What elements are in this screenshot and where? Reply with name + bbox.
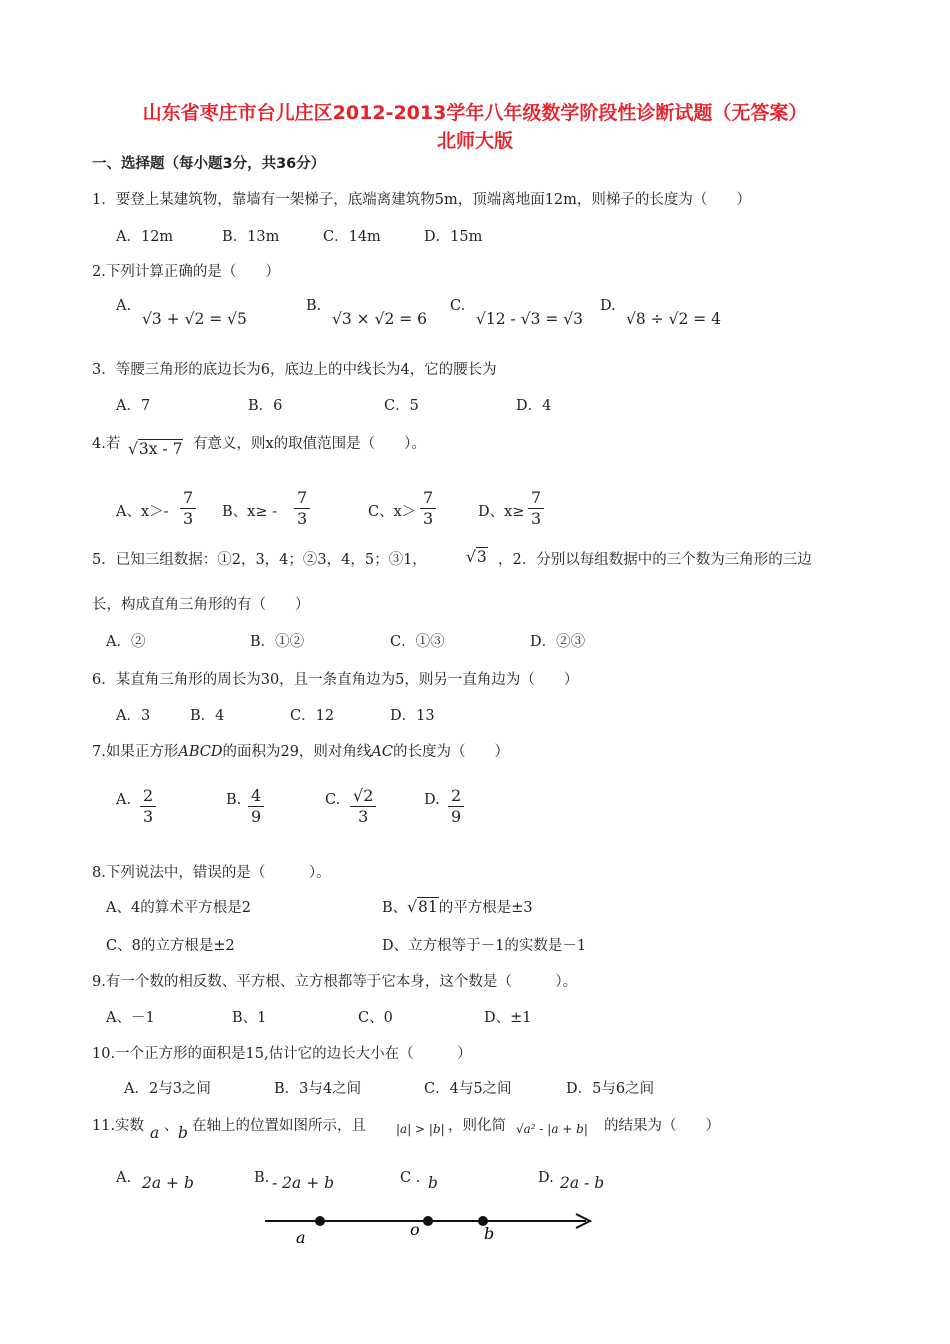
q3-option-b: B．6 (248, 398, 283, 414)
label-o: o (410, 1220, 420, 1239)
q4-option-a-fraction: $\frac{7}{3}$ (180, 488, 196, 529)
q11-option-b-label: B. (254, 1170, 270, 1186)
q2-option-c-label: C. (450, 298, 466, 314)
question-5-part2: ，2．分别以每组数据中的三个数为三角形的三边 (498, 552, 812, 568)
q6-option-a: A．3 (116, 708, 151, 724)
q2-option-d-label: D. (600, 298, 616, 314)
q2-option-c-math: √12 - √3 = √3 (476, 310, 584, 328)
q9-option-d: D、±1 (484, 1010, 532, 1026)
q11-separator: 、 (164, 1118, 179, 1134)
q1-option-c: C．14m (323, 229, 381, 245)
q1-option-d: D．15m (424, 229, 483, 245)
question-1: 1．要登上某建筑物，靠墙有一架梯子，底端离建筑物5m，顶端离地面12m，则梯子的长度为（ ） (92, 192, 751, 208)
q8-option-b: B、√81的平方根是±3 (382, 898, 533, 916)
q3-option-d: D．4 (516, 398, 552, 414)
q4-option-c-fraction: $\frac{7}{3}$ (420, 488, 436, 529)
q10-option-a: A．2与3之间 (124, 1081, 211, 1097)
q11-condition: |a| > |b| (396, 1122, 445, 1136)
q11-option-a-label: A. (116, 1170, 132, 1186)
q9-option-a: A、－1 (106, 1010, 155, 1026)
q6-option-d: D．13 (390, 708, 435, 724)
q5-option-b: B．①② (250, 634, 305, 650)
question-4-pre: 4.若 (92, 436, 121, 452)
question-6: 6．某直角三角形的周长为30，且一条直角边为5，则另一直角边为（ ） (92, 672, 579, 688)
question-4-post: 有意义，则x的取值范围是（ ）。 (193, 436, 426, 452)
question-8: 8.下列说法中，错误的是（ ）。 (92, 865, 331, 881)
q4-option-d: D、x≥ (478, 504, 525, 520)
q10-option-b: B．3与4之间 (274, 1081, 362, 1097)
q11-option-a-math: 2a + b (142, 1174, 194, 1192)
q6-option-c: C．12 (290, 708, 335, 724)
q2-option-a-label: A. (116, 298, 132, 314)
q8-option-c: C、8的立方根是±2 (106, 938, 235, 954)
q2-option-a-math: √3 + √2 = √5 (142, 310, 247, 328)
question-11-part1: 11.实数 (92, 1118, 145, 1134)
q4-option-c: C、x＞ (368, 504, 417, 520)
q11-option-d-label: D. (538, 1170, 554, 1186)
q4-option-a: A、x＞- (116, 504, 169, 520)
point-o (423, 1216, 433, 1226)
q7-option-b-fraction: $\frac{4}{9}$ (248, 786, 264, 827)
question-7: 7.如果正方形ABCD的面积为29，则对角线AC的长度为（ ） (92, 744, 509, 760)
q10-option-d: D．5与6之间 (566, 1081, 655, 1097)
q4-radical: √3x - 7 (128, 440, 183, 458)
q7-option-a-fraction: $\frac{2}{3}$ (140, 786, 156, 827)
q3-option-c: C．5 (384, 398, 419, 414)
q3-option-a: A．7 (116, 398, 151, 414)
q11-option-d-math: 2a - b (560, 1174, 605, 1192)
q2-option-b-math: √3 × √2 = 6 (332, 310, 428, 328)
q10-option-c: C．4与5之间 (424, 1081, 512, 1097)
q7-option-d-label: D. (424, 792, 440, 808)
point-a (315, 1216, 325, 1226)
page-subtitle: 北师大版 (436, 130, 513, 152)
q11-option-b-math: - 2a + b (272, 1174, 335, 1192)
q4-option-d-fraction: $\frac{7}{3}$ (528, 488, 544, 529)
number-line-figure (250, 1205, 610, 1250)
q11-expression: √a² - |a + b| (516, 1122, 588, 1136)
q6-option-b: B．4 (190, 708, 225, 724)
q1-option-a: A．12m (116, 229, 174, 245)
question-5-part1: 5．已知三组数据：①2，3，4；②3，4，5；③1， (92, 552, 427, 568)
question-11-part2: 在轴上的位置如图所示，且 (192, 1118, 366, 1134)
question-3: 3．等腰三角形的底边长为6，底边上的中线长为4，它的腰长为 (92, 362, 497, 378)
q9-option-b: B、1 (232, 1010, 267, 1026)
q11-var-a: a (150, 1124, 160, 1142)
q7-option-c-fraction: $\frac{√2}{3}$ (350, 786, 376, 827)
question-9: 9.有一个数的相反数、平方根、立方根都等于它本身，这个数是（ ）。 (92, 974, 578, 990)
q11-option-c-math: b (428, 1174, 438, 1192)
q7-option-c-label: C. (325, 792, 341, 808)
q7-option-d-fraction: $\frac{2}{9}$ (448, 786, 464, 827)
q5-radical: √3 (466, 548, 487, 566)
q8-option-a: A、4的算术平方根是2 (106, 900, 251, 916)
q4-radicand: 3x - 7 (138, 440, 183, 458)
q5-option-c: C．①③ (390, 634, 445, 650)
question-10: 10.一个正方形的面积是15,估计它的边长大小在（ ） (92, 1046, 472, 1062)
question-11-part4: 的结果为（ ） (604, 1118, 720, 1134)
q5-option-d: D．②③ (530, 634, 586, 650)
q2-option-b-label: B. (306, 298, 322, 314)
question-2: 2.下列计算正确的是（ ） (92, 264, 280, 280)
question-11-part3: ，则化简 (448, 1118, 506, 1134)
q8-option-d: D、立方根等于－1的实数是－1 (382, 938, 587, 954)
q5-option-a: A．② (106, 634, 146, 650)
q11-var-b: b (178, 1124, 188, 1142)
q11-option-c-label: C . (400, 1170, 421, 1186)
q2-option-d-math: √8 ÷ √2 = 4 (626, 310, 722, 328)
q7-option-b-label: B. (226, 792, 242, 808)
q7-option-a-label: A. (116, 792, 132, 808)
page-title: 山东省枣庄市台儿庄区2012-2013学年八年级数学阶段性诊断试题（无答案） (142, 102, 808, 124)
question-5-part3: 长，构成直角三角形的有（ ） (92, 597, 310, 613)
section-heading: 一、选择题（每小题3分，共36分） (92, 156, 326, 172)
label-a: a (296, 1228, 306, 1247)
label-b: b (484, 1224, 495, 1243)
q4-option-b-fraction: $\frac{7}{3}$ (294, 488, 310, 529)
q4-option-b: B、x≥ - (222, 504, 277, 520)
q9-option-c: C、0 (358, 1010, 393, 1026)
q1-option-b: B．13m (222, 229, 280, 245)
